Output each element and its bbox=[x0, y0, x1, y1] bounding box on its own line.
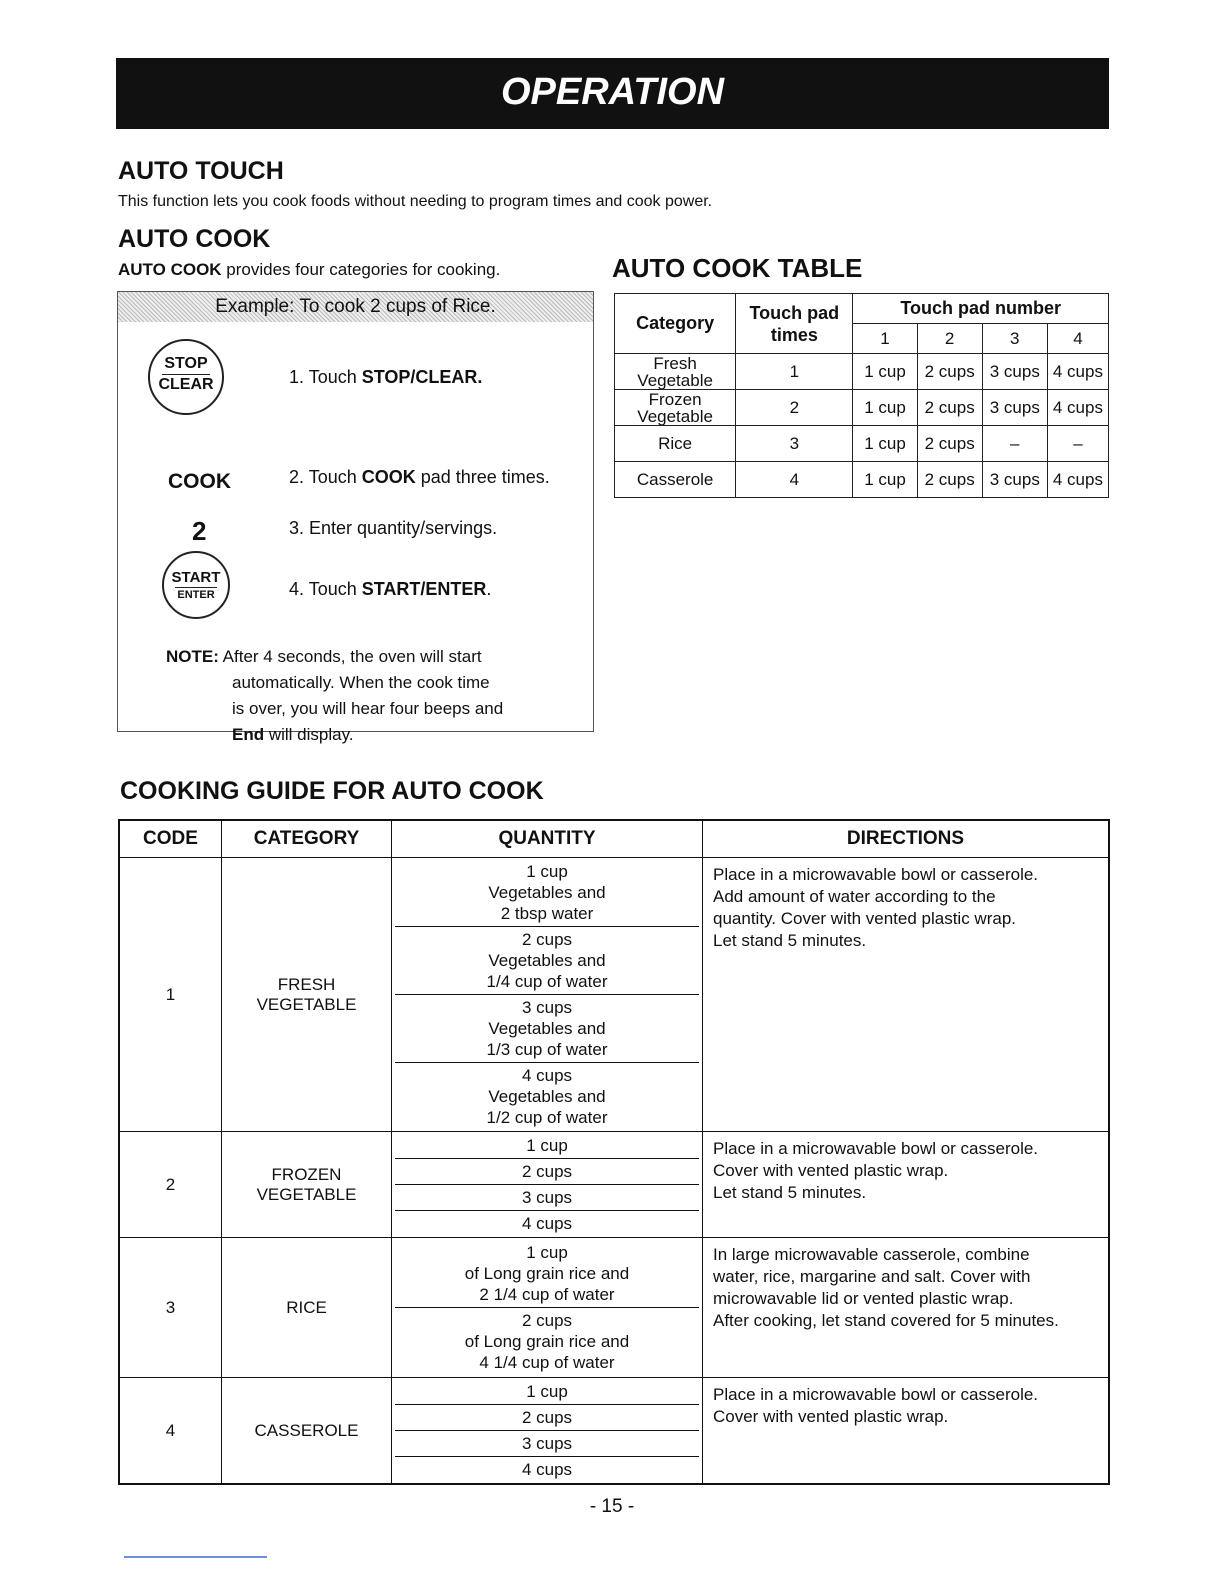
table-row: Frozen Vegetable 2 1 cup 2 cups 3 cups 4 cups bbox=[615, 390, 1109, 426]
col-code: CODE bbox=[119, 820, 222, 858]
step-1: 1. Touch STOP/CLEAR. bbox=[289, 367, 483, 387]
cook-key: COOK bbox=[168, 470, 231, 493]
stop-clear-key-icon bbox=[148, 339, 224, 415]
auto-touch-desc: This function lets you cook foods without needing to program times and cook power. bbox=[118, 193, 713, 210]
auto-cook-title: AUTO COOK bbox=[118, 225, 271, 253]
auto-cook-table bbox=[614, 293, 1109, 498]
col-num: 3 bbox=[982, 324, 1047, 354]
col-category: Category bbox=[615, 294, 736, 354]
number-key: 2 bbox=[192, 516, 207, 546]
guide-title: COOKING GUIDE FOR AUTO COOK bbox=[120, 777, 544, 805]
auto-cook-intro bbox=[118, 260, 500, 280]
auto-touch-title: AUTO TOUCH bbox=[118, 157, 284, 185]
table-row: 2 FROZEN VEGETABLE 1 cup 2 cups 3 cups 4 cups Place in a microwavable bowl or casserole. Cover with vented plastic wrap. Let stand 5 minutes. bbox=[119, 1132, 1109, 1238]
auto-cook-table-title: AUTO COOK TABLE bbox=[612, 253, 863, 283]
stop-label: STOP bbox=[164, 355, 208, 372]
step-4: 4. Touch START/ENTER. bbox=[289, 579, 492, 599]
page-number: - 15 - bbox=[589, 1496, 635, 1517]
col-touch-times: Touch pad times bbox=[736, 294, 853, 354]
table-row: 1 FRESH VEGETABLE 1 cup Vegetables and 2 tbsp water 2 cups Vegetables and 1/4 cup of water 3 cups Vegetables and 1/3 cup of water 4 cups Vegetables and 1/2 cup of water Place in a microwavable bowl or casserole. Add amount of water according to the quantity. Cover with vented plastic wrap. Let stand 5 minutes. bbox=[119, 858, 1109, 1132]
auto-cook-intro-rest: provides four categories for cooking. bbox=[221, 260, 501, 279]
example-box bbox=[117, 291, 594, 744]
table-row: Rice 3 1 cup 2 cups – – bbox=[615, 426, 1109, 462]
col-category: CATEGORY bbox=[222, 820, 392, 858]
table-row: 3 RICE 1 cup of Long grain rice and 2 1/4 cup of water 2 cups of Long grain rice and 4 1/4 cup of water In large microwavable casserole, combine water, rice, margarine and salt. Cover with microwavable lid or vented plastic wrap. After cooking, let stand covered for 5 minutes. bbox=[119, 1238, 1109, 1378]
example-note: NOTE: After 4 seconds, the oven will start automatically. When the cook time is over, you will hear four beeps and End will display. bbox=[166, 647, 504, 744]
cooking-guide-table bbox=[118, 819, 1110, 1485]
page-banner: OPERATION bbox=[116, 58, 1109, 129]
col-num: 4 bbox=[1047, 324, 1108, 354]
col-touch-number: Touch pad number bbox=[853, 294, 1109, 324]
step-2: 2. Touch COOK pad three times. bbox=[289, 467, 550, 487]
step-3: 3. Enter quantity/servings. bbox=[289, 518, 498, 538]
auto-cook-intro-bold: AUTO COOK bbox=[118, 260, 222, 279]
clear-label: CLEAR bbox=[158, 376, 214, 393]
table-row: Fresh Vegetable 1 1 cup 2 cups 3 cups 4 cups bbox=[615, 354, 1109, 390]
col-num: 1 bbox=[853, 324, 917, 354]
start-enter-key-icon bbox=[162, 551, 230, 619]
table-row: 4 CASSEROLE 1 cup 2 cups 3 cups 4 cups Place in a microwavable bowl or casserole. Cover with vented plastic wrap. bbox=[119, 1378, 1109, 1485]
col-quantity: QUANTITY bbox=[392, 820, 703, 858]
footer-rule bbox=[124, 1556, 267, 1558]
col-directions: DIRECTIONS bbox=[703, 820, 1110, 858]
enter-label: ENTER bbox=[177, 589, 215, 601]
table-row: Casserole 4 1 cup 2 cups 3 cups 4 cups bbox=[615, 462, 1109, 498]
col-num: 2 bbox=[917, 324, 982, 354]
start-label: START bbox=[171, 569, 221, 586]
example-heading: Example: To cook 2 cups of Rice. bbox=[118, 292, 593, 322]
